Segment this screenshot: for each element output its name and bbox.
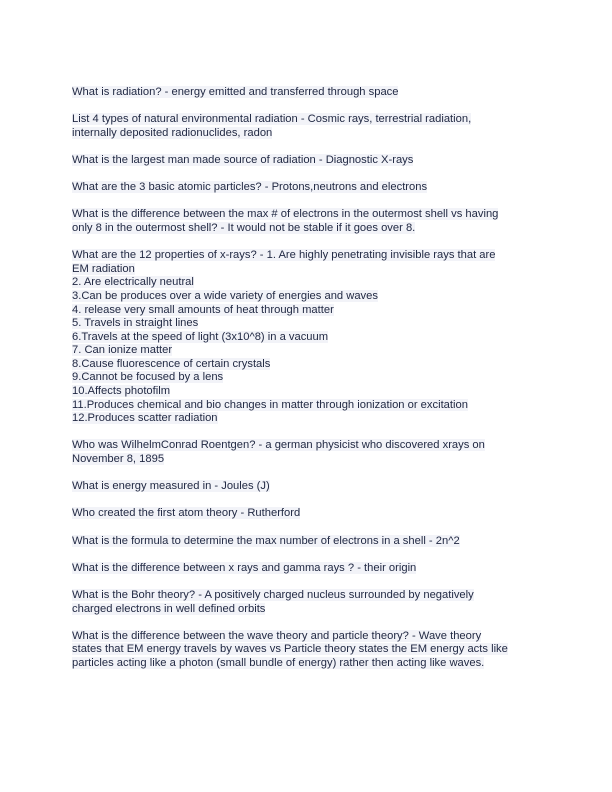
text-line: What are the 12 properties of x-rays? - 1. Are highly penetrating invisible rays that are: [72, 249, 496, 262]
list-item: 5. Travels in straight lines: [72, 317, 199, 330]
list-item: 12.Produces scatter radiation: [72, 412, 218, 425]
qa-entry: [72, 630, 542, 671]
text-line: EM radiation: [72, 262, 135, 275]
list-item: 10.Affects photofilm: [72, 385, 171, 398]
qa-entry: [72, 480, 542, 494]
text-line: What is the Bohr theory? - A positively charged nucleus surrounded by negatively: [72, 588, 474, 601]
text-line: What is the difference between the wave theory and particle theory? - Wave theory: [72, 629, 482, 642]
text-line: states that EM energy travels by waves vs Particle theory states the EM energy acts like: [72, 643, 508, 656]
qa-entry: [72, 589, 542, 616]
text-line: What is energy measured in - Joules (J): [72, 480, 270, 493]
text-line: What are the 3 basic atomic particles? - Protons,neutrons and electrons: [72, 181, 428, 194]
qa-entry: [72, 208, 542, 235]
qa-entry: [72, 181, 542, 195]
text-line: What is the largest man made source of radiation - Diagnostic X-rays: [72, 153, 414, 166]
list-item: 7. Can ionize matter: [72, 344, 173, 357]
text-line: November 8, 1895: [72, 453, 165, 466]
text-line: What is the difference between the max # of electrons in the outermost shell vs having: [72, 208, 499, 221]
qa-entry: [72, 562, 542, 576]
text-line: What is the difference between x rays and gamma rays ? - their origin: [72, 561, 417, 574]
text-line: What is radiation? - energy emitted and transferred through space: [72, 86, 399, 98]
text-line: Who created the first atom theory - Rutherford: [72, 507, 301, 520]
text-line: What is the formula to determine the max number of electrons in a shell - 2n^2: [72, 534, 460, 547]
qa-entry: [72, 86, 542, 100]
list-item: 2. Are electrically neutral: [72, 276, 194, 289]
qa-entry: [72, 507, 542, 521]
list-item: 3.Can be produces over a wide variety of energies and waves: [72, 289, 378, 302]
qa-entry: [72, 439, 542, 466]
text-line: Who was WilhelmConrad Roentgen? - a german physicist who discovered xrays on: [72, 439, 485, 452]
text-line: particles acting like a photon (small bundle of energy) rather then acting like waves.: [72, 656, 485, 669]
list-item: 8.Cause fluorescence of certain crystals: [72, 357, 271, 370]
list-item: 11.Produces chemical and bio changes in matter through ionization or excitation: [72, 398, 468, 411]
list-item: 9.Cannot be focused by a lens: [72, 371, 224, 384]
text-line: List 4 types of natural environmental radiation - Cosmic rays, terrestrial radiation,: [72, 113, 472, 126]
text-line: only 8 in the outermost shell? - It would not be stable if it goes over 8.: [72, 221, 416, 234]
qa-entry: [72, 535, 542, 549]
list-item: 4. release very small amounts of heat through matter: [72, 303, 334, 316]
list-item: 6.Travels at the speed of light (3x10^8) in a vacuum: [72, 330, 329, 343]
qa-entry: [72, 113, 542, 140]
qa-entry-xray-properties: [72, 249, 542, 426]
text-line: charged electrons in well defined orbits: [72, 602, 266, 615]
document-page: [72, 86, 542, 684]
qa-entry: [72, 154, 542, 168]
text-line: internally deposited radionuclides, radon: [72, 126, 273, 139]
